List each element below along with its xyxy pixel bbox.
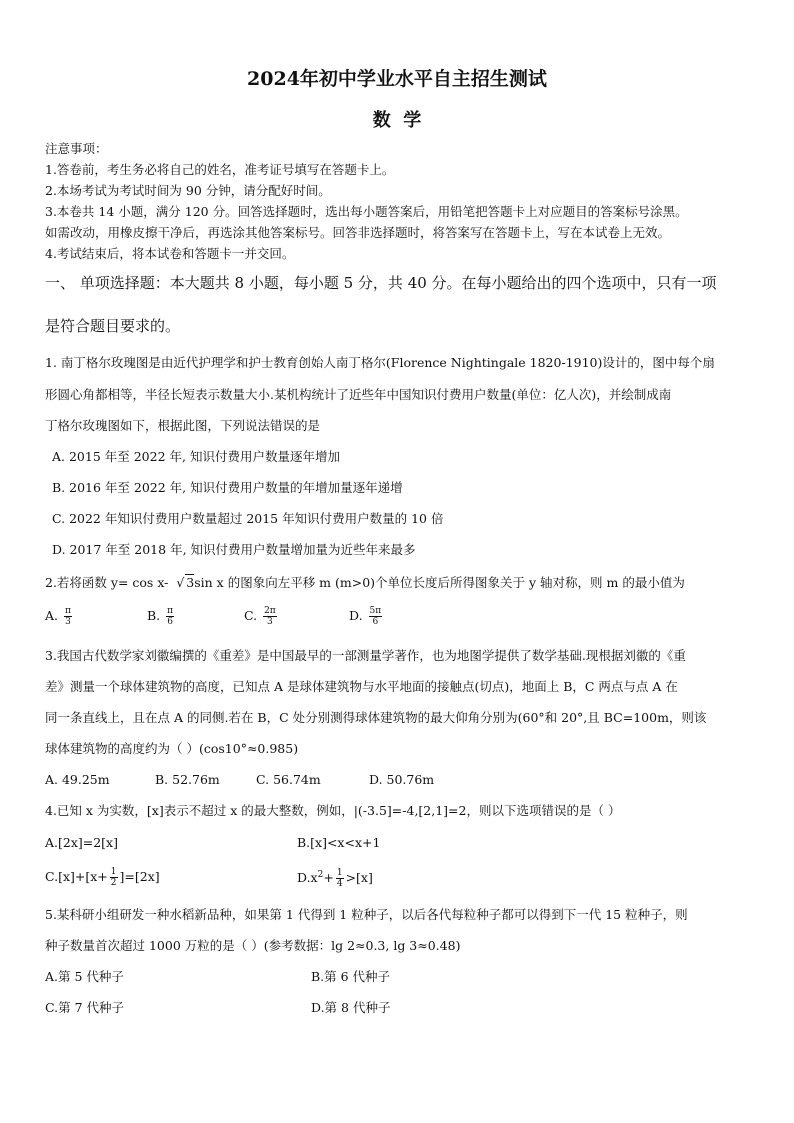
note-line: 1.答卷前，考生务必将自己的姓名，准考证号填写在答题卡上。 xyxy=(45,162,395,177)
option-text: + xyxy=(323,870,334,886)
note-line: 如需改动，用橡皮擦干净后，再选涂其他答案标号。回答非选择题时，将答案写在答题卡上，写在本试卷上无效。 xyxy=(45,225,671,240)
notes-heading: 注意事项： xyxy=(45,141,108,156)
question-3-text: 同一条直线上，且在点 A 的同侧.若在 B，C 处分别测得球体建筑物的最大仰角分别为(60°和 20°,且 BC=100m，则该 xyxy=(45,710,707,725)
question-5-option: A.第 5 代种子 xyxy=(45,969,124,984)
numerator: π xyxy=(65,606,71,616)
fraction xyxy=(64,606,72,627)
numerator: 1 xyxy=(336,868,343,879)
question-1-text: 形圆心角都相等，半径长短表示数量大小.某机构统计了近些年中国知识付费用户数量(单位：亿人次)，并绘制成南 xyxy=(45,387,672,402)
question-3-option: B. 52.76m xyxy=(155,772,220,787)
denominator: 6 xyxy=(167,617,173,627)
question-5-text: 5.某科研小组研发一种水稻新品种，如果第 1 代得到 1 粒种子，以后各代每粒种子都可以得到下一代 15 粒种子，则 xyxy=(45,907,688,922)
question-5-text: 种子数量首次超过 1000 万粒的是（ ）(参考数据：lg 2≈0.3, lg 3≈0.48) xyxy=(45,938,461,953)
question-3-text: 3.我国古代数学家刘徽编撰的《重差》是中国最早的一部测量学著作，也为地图学提供了数学基础.现根据刘徽的《重 xyxy=(45,648,686,663)
question-1-option: B. 2016 年至 2022 年, 知识付费用户数量的年增加量逐年递增 xyxy=(52,480,403,495)
question-5-option: D.第 8 代种子 xyxy=(311,1000,391,1015)
denominator: 4 xyxy=(336,879,343,890)
option-label: A. xyxy=(45,608,59,623)
fraction xyxy=(166,606,174,627)
option-text: ]=[2x] xyxy=(119,869,160,884)
option-text: D.x xyxy=(297,870,318,886)
option-label: C. xyxy=(244,608,258,623)
question-4-option-b: B.[x]<x<x+1 xyxy=(297,835,381,850)
question-4-option-d xyxy=(297,867,373,889)
note-line: 3.本卷共 14 小题，满分 120 分。回答选择题时，选出每小题答案后，用铅笔把答题卡上对应题目的答案标号涂黑。 xyxy=(45,204,688,219)
exponent: 2 xyxy=(317,870,324,880)
denominator: 6 xyxy=(372,617,379,627)
numerator: 1 xyxy=(110,867,117,877)
question-3-text: 差》测量一个球体建筑物的高度，已知点 A 是球体建筑物与水平地面的接触点(切点)，地面上 B，C 两点与点 A 在 xyxy=(45,679,678,694)
fraction xyxy=(369,606,383,627)
option-label: D. xyxy=(349,608,363,623)
question-3-option: A. 49.25m xyxy=(45,772,110,787)
question-4-option-a: A.[2x]=2[x] xyxy=(45,835,118,850)
option-text: C.[x]+[x+ xyxy=(45,869,108,884)
question-1-option: A. 2015 年至 2022 年, 知识付费用户数量逐年增加 xyxy=(52,449,340,464)
question-2-pre: 2.若将函数 y= cos x- xyxy=(45,575,177,590)
denominator: 3 xyxy=(267,617,273,627)
sqrt-radicand: 3 xyxy=(186,575,195,590)
numerator: 5π xyxy=(369,606,382,616)
question-4-option-c xyxy=(45,867,160,888)
note-line: 4.考试结束后，将本试卷和答题卡一并交回。 xyxy=(45,246,295,261)
question-2-post: sin x 的图象向左平移 m (m>0)个单位长度后所得图象关于 y 轴对称，则 m 的最小值为 xyxy=(194,575,685,590)
question-2-option-c xyxy=(244,606,279,627)
question-3-text: 球体建筑物的高度约为（ ）(cos10°≈0.985) xyxy=(45,741,299,756)
option-label: B. xyxy=(147,608,161,623)
numerator: 2π xyxy=(264,606,276,616)
question-3-option: C. 56.74m xyxy=(256,772,321,787)
exam-title: 2024年初中学业水平自主招生测试 xyxy=(247,68,547,90)
sqrt-symbol: √ xyxy=(176,575,185,590)
question-5-option: B.第 6 代种子 xyxy=(311,969,391,984)
question-3-option: D. 50.76m xyxy=(369,772,435,787)
section-heading: 一、 单项选择题：本大题共 8 小题，每小题 5 分，共 40 分。在每小题给出的四个选项中，只有一项 xyxy=(45,274,717,292)
question-4-text: 4.已知 x 为实数，[x]表示不超过 x 的最大整数，例如，|(-3.5]=-4,[2,1]=2，则以下选项错误的是（ ） xyxy=(45,803,621,818)
question-2-option-a xyxy=(45,606,74,627)
question-2-option-b xyxy=(147,606,176,627)
subject-title: 数 学 xyxy=(372,110,422,131)
fraction xyxy=(336,868,344,889)
denominator: 3 xyxy=(65,617,71,627)
numerator: π xyxy=(167,606,174,616)
question-5-option: C.第 7 代种子 xyxy=(45,1000,124,1015)
section-heading-cont: 是符合题目要求的。 xyxy=(45,317,181,335)
question-1-option: C. 2022 年知识付费用户数量超过 2015 年知识付费用户数量的 10 倍 xyxy=(52,511,444,526)
option-text: >[x] xyxy=(345,870,373,886)
question-1-text: 丁格尔玫瑰图如下，根据此图，下列说法错误的是 xyxy=(45,418,321,433)
question-1-option: D. 2017 年至 2018 年, 知识付费用户数量增加量为近些年来最多 xyxy=(52,542,416,557)
denominator: 2 xyxy=(110,878,117,888)
fraction xyxy=(263,606,277,627)
question-2-option-d xyxy=(349,606,384,627)
question-1-text: 1. 南丁格尔玫瑰图是由近代护理学和护士教育创始人南丁格尔(Florence Nightingale 1820-1910)设计的，图中每个扇 xyxy=(45,355,715,370)
note-line: 2.本场考试为考试时间为 90 分钟，请分配好时间。 xyxy=(45,183,331,198)
question-2-text xyxy=(45,574,685,591)
fraction xyxy=(110,867,118,888)
